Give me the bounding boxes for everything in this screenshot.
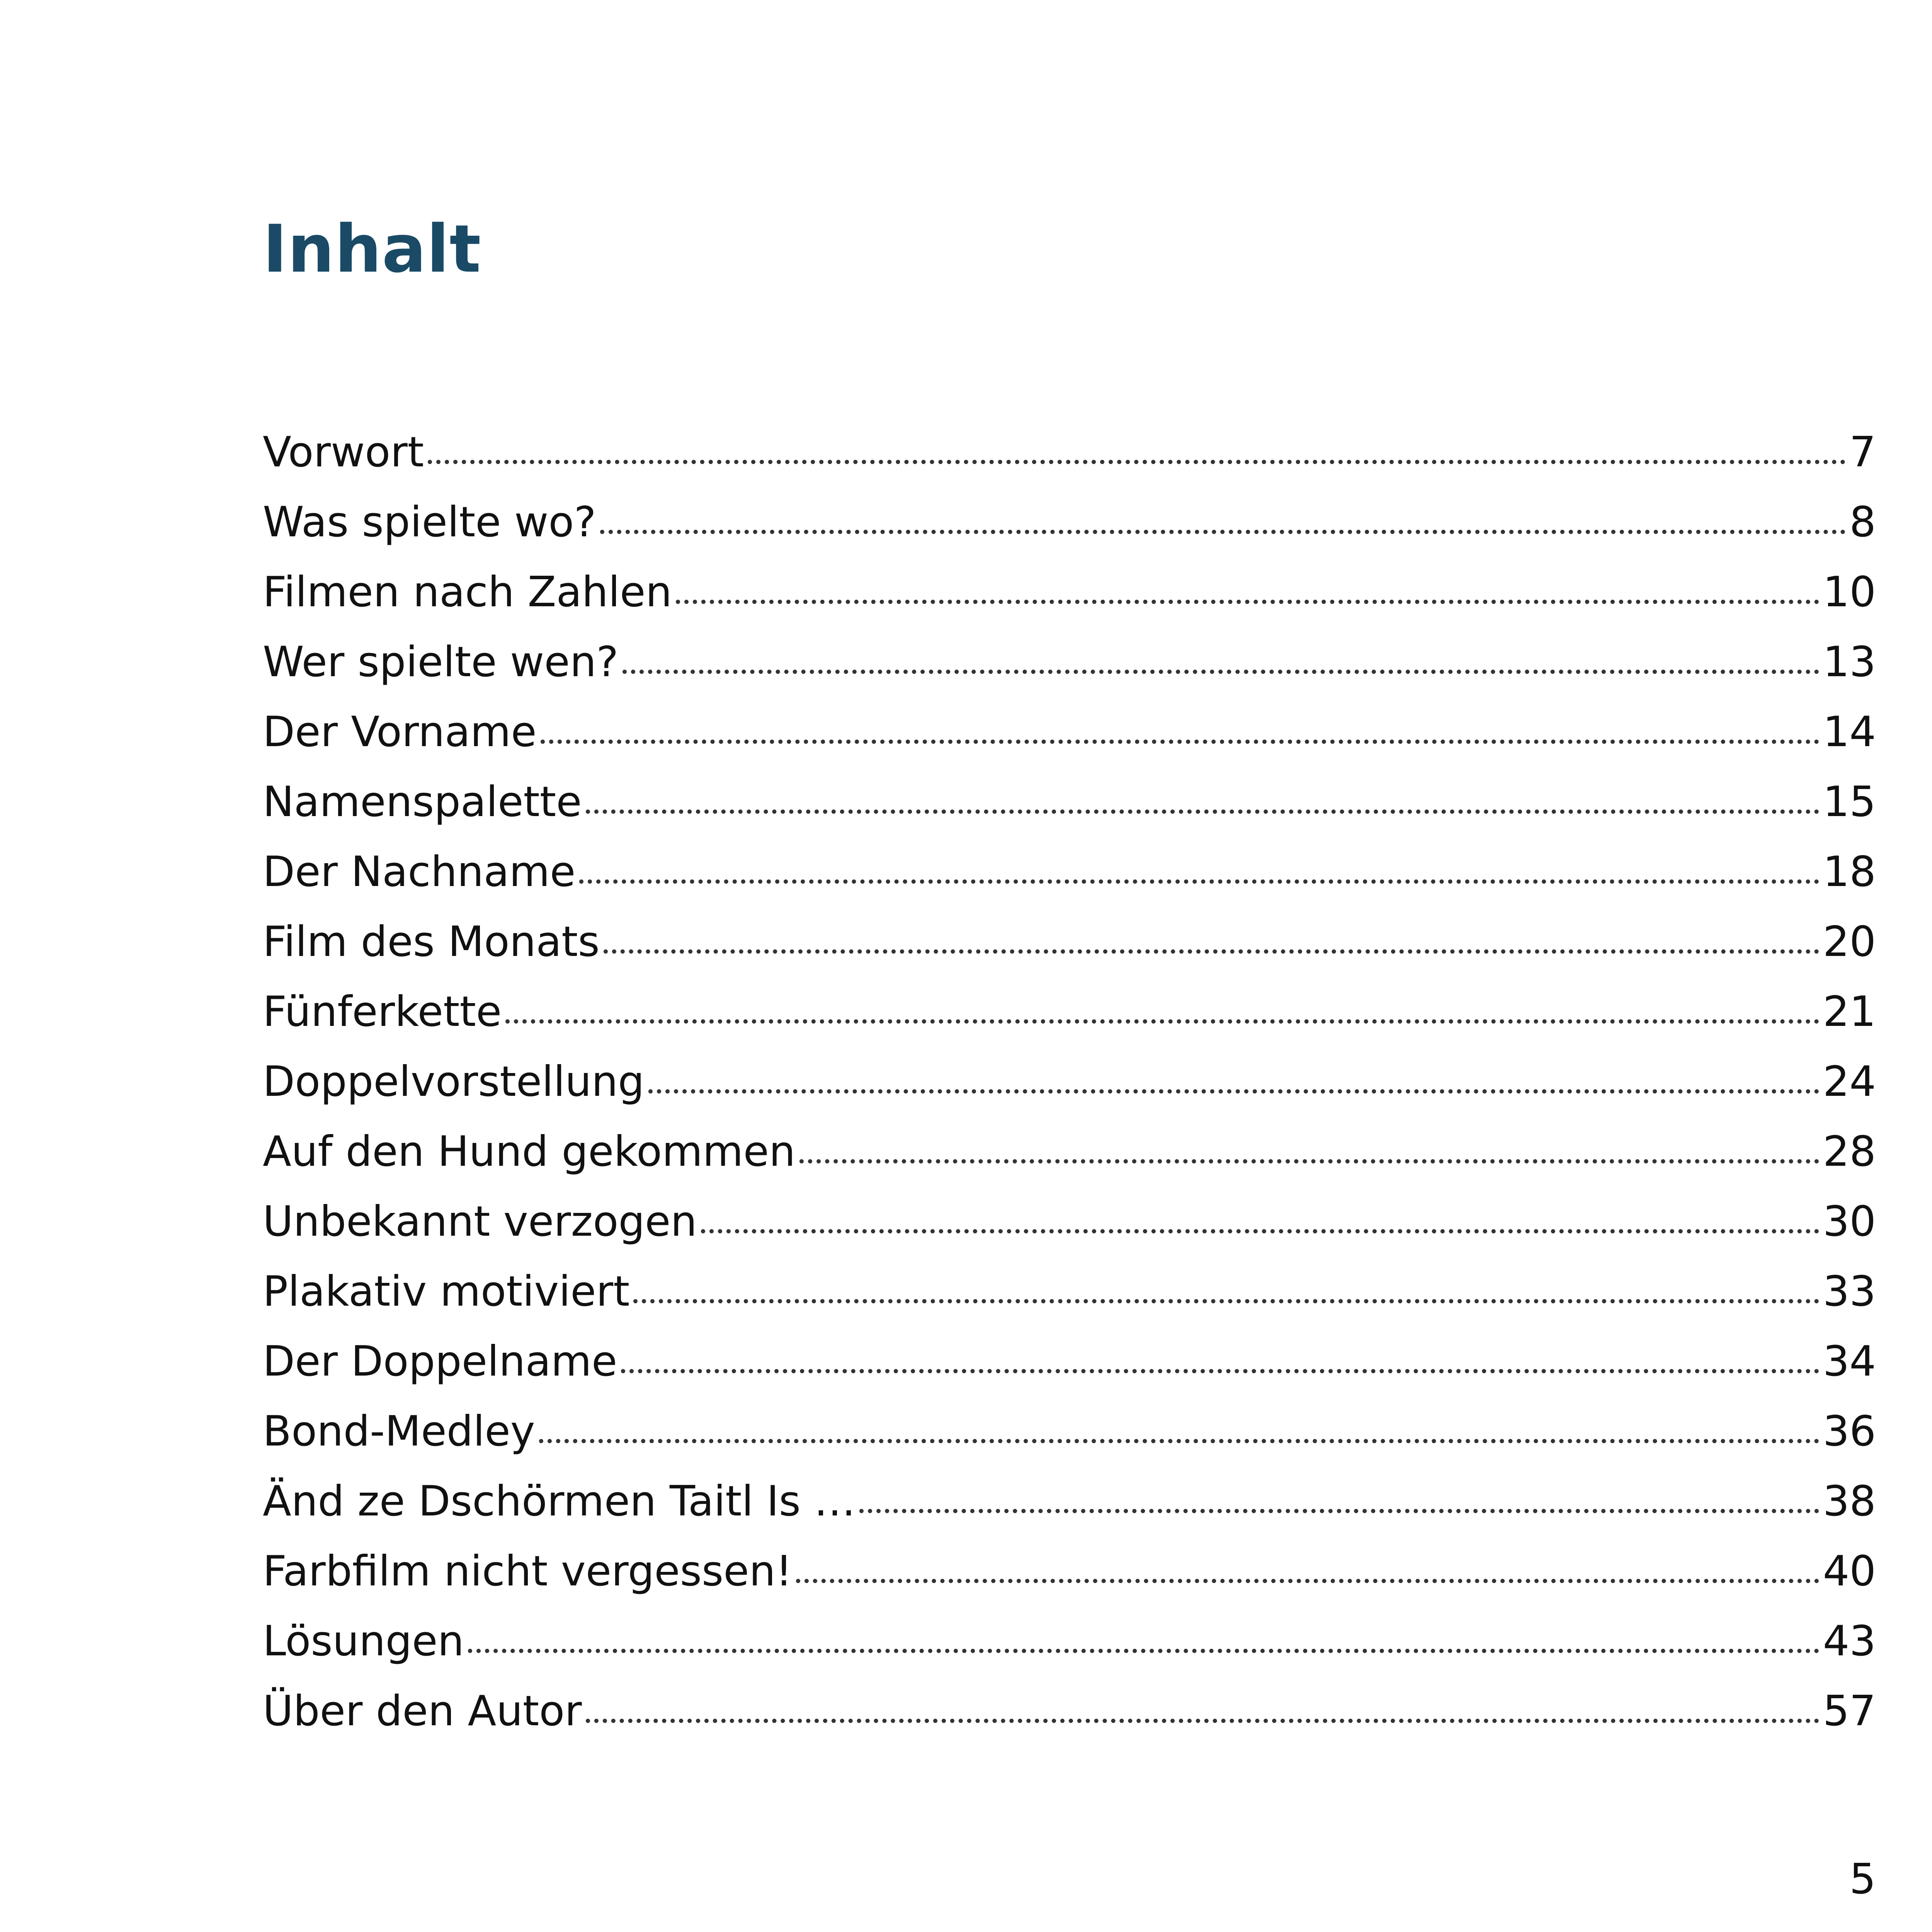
dot-leader [633,1299,1819,1303]
toc-entry [263,1606,1876,1676]
toc-entry-page: 36 [1823,1407,1876,1456]
toc-entry-title: Doppelvorstellung [263,1058,645,1106]
toc-entry [263,1257,1876,1327]
toc-entry [263,977,1876,1047]
dot-leader [505,1019,1819,1024]
toc-entry-title: Plakativ motiviert [263,1267,630,1316]
toc-entry-page: 20 [1823,918,1876,966]
toc-entry-page: 40 [1823,1547,1876,1595]
toc-entry [263,487,1876,557]
toc-entry-page: 18 [1823,848,1876,896]
toc-entry-page: 8 [1849,498,1876,546]
dot-leader [676,600,1819,604]
toc-entry-title: Über den Autor [263,1687,582,1735]
toc-entry [263,907,1876,977]
page-title: Inhalt [263,211,481,287]
table-of-contents [263,417,1876,1746]
toc-entry-page: 24 [1823,1058,1876,1106]
dot-leader [539,1439,1819,1443]
dot-leader [586,810,1819,814]
toc-entry-title: Der Nachname [263,848,576,896]
toc-entry-page: 15 [1823,778,1876,826]
dot-leader [428,460,1845,464]
toc-entry-page: 34 [1823,1337,1876,1386]
toc-entry [263,1047,1876,1117]
toc-entry [263,417,1876,487]
toc-entry-title: Vorwort [263,428,424,476]
toc-entry-title: Fünferkette [263,988,502,1036]
toc-entry [263,767,1876,837]
toc-entry-page: 43 [1823,1617,1876,1665]
toc-entry [263,837,1876,907]
toc-entry-title: Lösungen [263,1617,464,1665]
toc-entry-page: 10 [1823,568,1876,616]
toc-entry-title: Namenspalette [263,778,582,826]
dot-leader [604,949,1819,954]
dot-leader [859,1509,1819,1513]
toc-entry-title: Bond-Medley [263,1407,535,1456]
dot-leader [796,1579,1819,1583]
dot-leader [622,670,1819,674]
toc-entry-page: 30 [1823,1197,1876,1246]
toc-entry [263,627,1876,697]
dot-leader [541,740,1819,744]
toc-entry-page: 57 [1823,1687,1876,1735]
toc-entry-title: Farbfilm nicht vergessen! [263,1547,793,1595]
toc-entry-title: Der Vorname [263,708,537,756]
toc-entry [263,1117,1876,1187]
dot-leader [701,1229,1819,1233]
dot-leader [648,1089,1819,1094]
dot-leader [600,530,1845,534]
dot-leader [799,1159,1819,1163]
toc-entry-title: Filmen nach Zahlen [263,568,672,616]
toc-entry-page: 33 [1823,1267,1876,1316]
toc-entry [263,697,1876,767]
toc-entry [263,1676,1876,1746]
toc-entry-page: 38 [1823,1477,1876,1526]
toc-entry [263,1327,1876,1396]
toc-entry [263,1466,1876,1536]
toc-entry [263,1536,1876,1606]
toc-entry-title: Film des Monats [263,918,600,966]
toc-entry-title: Unbekannt verzogen [263,1197,697,1246]
toc-entry-page: 14 [1823,708,1876,756]
dot-leader [468,1649,1819,1653]
dot-leader [579,879,1819,884]
toc-entry-page: 21 [1823,988,1876,1036]
toc-entry-page: 7 [1849,428,1876,476]
toc-entry [263,1396,1876,1466]
toc-entry-title: Wer spielte wen? [263,638,619,686]
toc-entry-title: Der Doppelname [263,1337,617,1386]
toc-entry [263,557,1876,627]
toc-entry-page: 28 [1823,1128,1876,1176]
toc-entry-title: Was spielte wo? [263,498,596,546]
toc-entry-title: Änd ze Dschörmen Taitl Is … [263,1477,856,1526]
dot-leader [621,1369,1819,1373]
page-number: 5 [1849,1855,1876,1903]
toc-entry-page: 13 [1823,638,1876,686]
toc-entry-title: Auf den Hund gekommen [263,1128,796,1176]
toc-entry [263,1187,1876,1257]
dot-leader [586,1719,1819,1723]
